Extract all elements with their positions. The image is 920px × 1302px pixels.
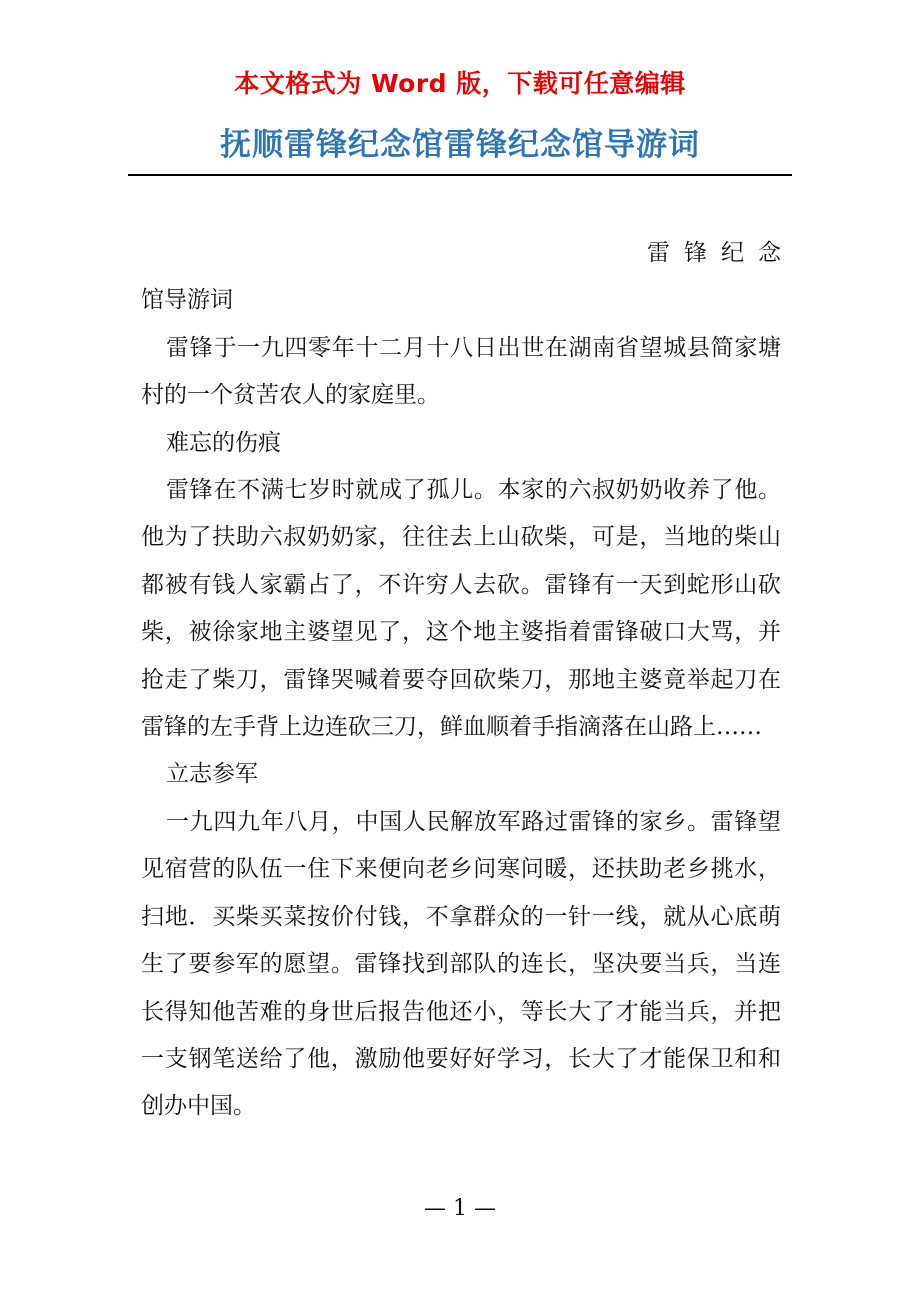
title-divider bbox=[128, 174, 792, 176]
subtitle-line-1: 雷锋纪念 bbox=[647, 240, 795, 266]
document-body bbox=[141, 230, 795, 1131]
paragraph-enlist: 一九四九年八月，中国人民解放军路过雷锋的家乡。雷锋望见宿营的队伍一住下来便向老乡问寒问暖，还扶助老乡挑水，扫地．买柴买菜按价付钱，不拿群众的一针一线，就从心底萌生了要参军的愿望。雷锋找到部队的连长，坚决要当兵，当连长得知他苦难的身世后报告他还小，等长大了才能当兵，并把一支钢笔送给了他，激励他要好好学习，长大了才能保卫和和创办中国。 bbox=[141, 808, 781, 1120]
section-heading-scar: 难忘的伤痕 bbox=[166, 429, 281, 456]
document-title: 抚顺雷锋纪念馆雷锋纪念馆导游词 bbox=[220, 127, 700, 163]
subtitle-line-2: 馆导游词 bbox=[141, 287, 233, 314]
format-notice: 本文格式为 Word 版，下载可任意编辑 bbox=[234, 69, 686, 98]
paragraph-scar: 雷锋在不满七岁时就成了孤儿。本家的六叔奶奶收养了他。他为了扶助六叔奶奶家，往往去上山砍柴，可是，当地的柴山都被有钱人家霸占了，不许穷人去砍。雷锋有一天到蛇形山砍柴，被徐家地主婆望见了，这个地主婆指着雷锋破口大骂，并抢走了柴刀，雷锋哭喊着要夺回砍柴刀，那地主婆竟举起刀在雷锋的左手背上边连砍三刀，鲜血顺着手指滴落在山路上…… bbox=[141, 477, 781, 741]
page-number: — 1 — bbox=[424, 1196, 496, 1221]
paragraph-birth: 雷锋于一九四零年十二月十八日出世在湖南省望城县简家塘村的一个贫苦农人的家庭里。 bbox=[141, 334, 781, 409]
section-heading-enlist: 立志参军 bbox=[166, 761, 258, 788]
